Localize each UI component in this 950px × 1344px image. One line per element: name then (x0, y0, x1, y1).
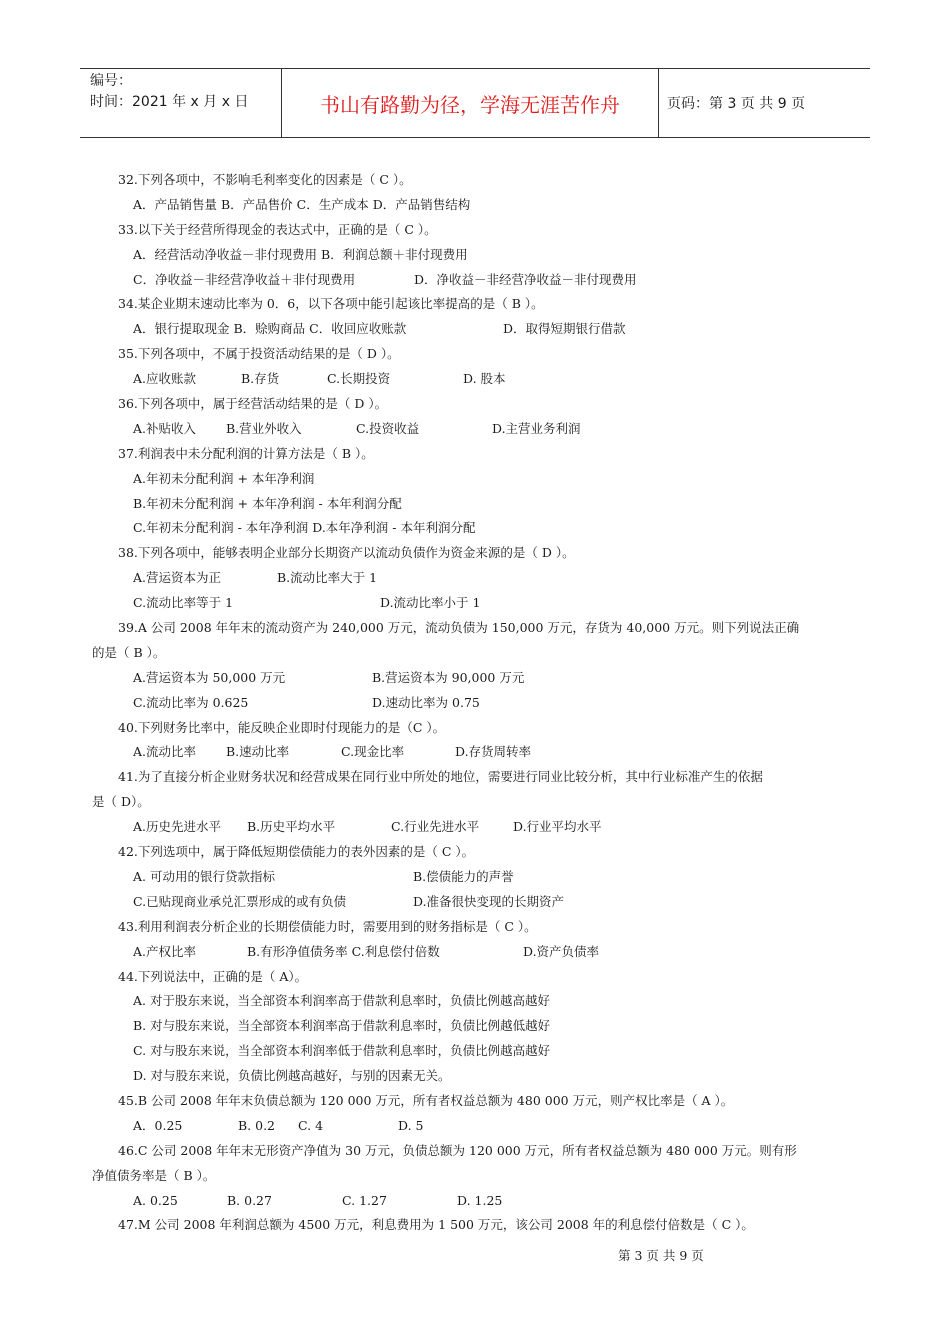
question-43: 43.利用利润表分析企业的长期偿债能力时，需要用到的财务指标是（ C ）。 (118, 918, 537, 934)
question-39: 39.A 公司 2008 年年末的流动资产为 240,000 万元，流动负债为 150,000 万元，存货为 40,000 万元。则下列说法正确 (118, 620, 800, 636)
option-37-a: A.年初未分配利润 + 本年净利润 (133, 470, 315, 486)
question-41-cont: 是（ D）。 (92, 794, 150, 810)
options-33-cd: C．净收益－非经营净收益＋非付现费用 D．净收益－非经营净收益－非付现费用 (133, 271, 637, 287)
question-46-cont: 净值债务率是（ B ）。 (92, 1167, 216, 1183)
document-body (92, 168, 868, 1238)
question-46: 46.C 公司 2008 年年末无形资产净值为 30 万元，负债总额为 120 000 万元，所有者权益总额为 480 000 万元。则有形 (118, 1142, 797, 1158)
options-40: A.流动比率 B.速动比率 C.现金比率 D.存货周转率 (133, 744, 532, 760)
option-37-b: B.年初未分配利润 + 本年净利润 - 本年利润分配 (133, 495, 402, 511)
question-37: 37.利润表中未分配利润的计算方法是（ B ）。 (118, 445, 374, 461)
option-37-cd: C.年初未分配利润 - 本年净利润 D.本年净利润 - 本年利润分配 (133, 520, 476, 536)
question-32: 32.下列各项中，不影响毛利率变化的因素是（ C ）。 (118, 172, 412, 187)
page-header (80, 68, 870, 138)
options-39-ab: A.营运资本为 50,000 万元 B.营运资本为 90,000 万元 (133, 669, 525, 685)
options-39-cd: C.流动比率为 0.625 D.速动比率为 0.75 (133, 694, 480, 710)
options-33-ab: A．经营活动净收益－非付现费用 B．利润总额＋非付现费用 (133, 246, 468, 262)
question-36: 36.下列各项中，属于经营活动结果的是（ D ）。 (118, 396, 388, 412)
header-info (80, 69, 281, 137)
header-page-code: 页码：第 3 页 共 9 页 (667, 96, 806, 112)
option-44-d: D. 对与股东来说，负债比例越高越好，与别的因素无关。 (133, 1068, 451, 1084)
question-40: 40.下列财务比率中，能反映企业即时付现能力的是（C ）。 (118, 719, 446, 735)
question-34: 34.某企业期末速动比率为 0．6，以下各项中能引起该比率提高的是（ B ）。 (118, 296, 544, 312)
option-44-b: B. 对与股东来说，当全部资本利润率高于借款利息率时，负债比例越低越好 (133, 1018, 551, 1034)
options-38-cd: C.流动比率等于 1 D.流动比率小于 1 (133, 595, 481, 611)
options-42-cd: C.已贴现商业承兑汇票形成的或有负债 D.准备很快变现的长期资产 (133, 893, 565, 909)
options-45: A．0.25 B. 0.2 C. 4 D. 5 (133, 1117, 424, 1133)
time-label: 时间：2021 年 x 月 x 日 (90, 94, 249, 110)
option-44-a: A. 对于股东来说，当全部资本利润率高于借款利息率时，负债比例越高越好 (133, 993, 550, 1009)
options-38-ab: A.营运资本为正 B.流动比率大于 1 (133, 570, 378, 586)
options-32: A．产品销售量 B．产品售价 C．生产成本 D．产品销售结构 (133, 196, 471, 212)
options-35: A.应收账款 B.存货 C.长期投资 D. 股本 (133, 371, 506, 387)
options-34: A．银行提取现金 B．赊购商品 C．收回应收账款 D．取得短期银行借款 (133, 321, 626, 337)
options-42-ab: A. 可动用的银行贷款指标 B.偿债能力的声誉 (133, 868, 514, 884)
header-motto: 书山有路勤为径，学海无涯苦作舟 (281, 69, 659, 137)
options-36: A.补贴收入 B.营业外收入 C.投资收益 D.主营业务利润 (133, 420, 581, 436)
options-41: A.历史先进水平 B.历史平均水平 C.行业先进水平 D.行业平均水平 (133, 819, 602, 835)
page-footer: 第 3 页 共 9 页 (618, 1248, 704, 1263)
options-46: A. 0.25 B. 0.27 C. 1.27 D. 1.25 (133, 1192, 503, 1208)
option-44-c: C. 对与股东来说，当全部资本利润率低于借款利息率时，负债比例越高越好 (133, 1043, 551, 1059)
question-38: 38.下列各项中，能够表明企业部分长期资产以流动负债作为资金来源的是（ D ）。 (118, 545, 575, 561)
options-43: A.产权比率 B.有形净值债务率 C.利息偿付倍数 D.资产负债率 (133, 943, 600, 959)
question-41: 41.为了直接分析企业财务状况和经营成果在同行业中所处的地位，需要进行同业比较分析，其中行业标准产生的依据 (118, 769, 763, 785)
question-47: 47.M 公司 2008 年利润总额为 4500 万元，利息费用为 1 500 万元，该公司 2008 年的利息偿付倍数是（ C ）。 (118, 1217, 754, 1233)
question-35: 35.下列各项中，不属于投资活动结果的是（ D ）。 (118, 346, 400, 362)
question-45: 45.B 公司 2008 年年末负债总额为 120 000 万元，所有者权益总额为 480 000 万元，则产权比率是（ A ）。 (118, 1092, 734, 1108)
number-label: 编号： (90, 73, 132, 89)
question-44: 44.下列说法中，正确的是（ A）。 (118, 968, 308, 984)
question-39-cont: 的是（ B ）。 (92, 644, 166, 660)
question-42: 42.下列选项中，属于降低短期偿债能力的表外因素的是（ C ）。 (118, 844, 475, 860)
question-33: 33.以下关于经营所得现金的表达式中，正确的是（ C ）。 (118, 221, 437, 237)
